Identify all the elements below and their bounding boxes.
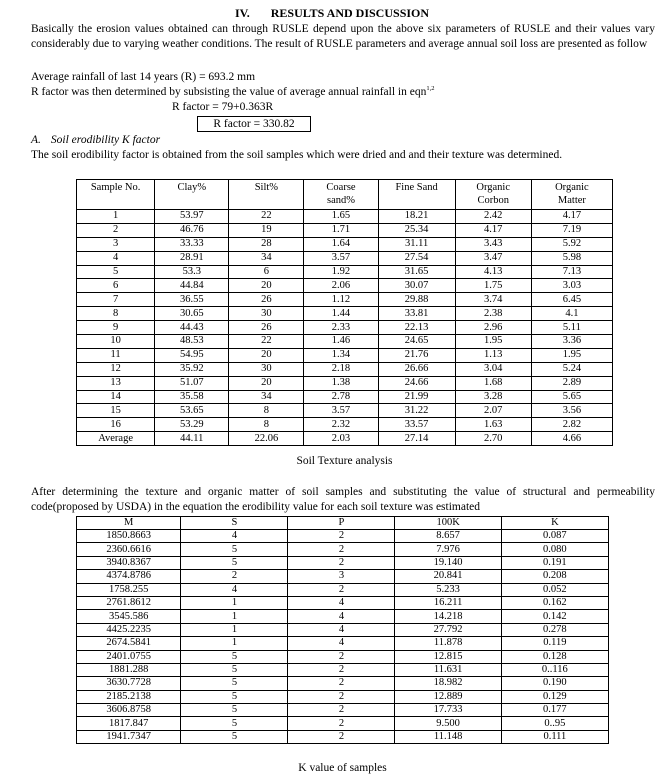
column-header: Silt% [229,180,304,210]
table-cell: 3940.8367 [77,556,181,569]
column-header: Organic Matter [531,180,612,210]
table-cell: 1.68 [455,376,531,390]
table-cell: 1.75 [455,279,531,293]
table-cell: 2 [288,530,395,543]
table-cell: 3 [77,237,155,251]
table-cell: 27.792 [395,623,501,636]
table-cell: 3.57 [304,251,378,265]
table-cell: 2.82 [531,418,612,432]
table-cell: 3.36 [531,335,612,349]
table-row [77,730,609,743]
table-cell: 3.43 [455,237,531,251]
table-cell: 12.889 [395,690,501,703]
table-cell: 2.89 [531,376,612,390]
table-cell: 1817.847 [77,717,181,730]
table-cell: 4.17 [531,210,612,224]
k-table-caption: K value of samples [298,762,387,774]
table-cell: 2674.5841 [77,637,181,650]
table-cell: 2 [288,717,395,730]
table-cell: 3545.586 [77,610,181,623]
table-cell: 2.18 [304,362,378,376]
table-cell: 10 [77,335,155,349]
table-cell: 0.190 [501,677,608,690]
table-row [77,717,609,730]
table-cell: 1850.8663 [77,530,181,543]
table-cell: 3.57 [304,404,378,418]
table-cell: 9 [77,321,155,335]
table-cell: 4 [288,623,395,636]
table-cell: 0.052 [501,583,608,596]
table-cell: 4 [77,251,155,265]
table-cell: 12.815 [395,650,501,663]
table-row [77,279,613,293]
table-cell: 11 [77,348,155,362]
section-heading [0,6,664,21]
table-cell: 7.13 [531,265,612,279]
subsection-text: The soil erodibility factor is obtained from the soil samples which were dried and and their texture was determined. [31,149,563,161]
table-cell: 4 [181,583,288,596]
table-cell: 2.78 [304,390,378,404]
table-cell: 20 [229,348,304,362]
table-cell: 1.95 [455,335,531,349]
table-cell: 24.66 [378,376,455,390]
table-row [77,293,613,307]
table-cell: 5.92 [531,237,612,251]
table-cell: 1881.288 [77,663,181,676]
table-cell: 28 [229,237,304,251]
table-cell: 20.841 [395,570,501,583]
table-cell: 3606.8758 [77,704,181,717]
table-cell: 0.278 [501,623,608,636]
table-cell: 1941.7347 [77,730,181,743]
table-cell: 9.500 [395,717,501,730]
table-cell: 20 [229,279,304,293]
table-cell: 22.06 [229,432,304,446]
table-cell: 53.65 [155,404,229,418]
table-cell: 30 [229,307,304,321]
table-cell: 1.71 [304,223,378,237]
table-row [77,432,613,446]
table-cell: 2 [288,556,395,569]
table-cell: 0.087 [501,530,608,543]
table-cell: 19 [229,223,304,237]
column-header: M [77,517,181,530]
table-cell: 0.119 [501,637,608,650]
table-cell: 8.657 [395,530,501,543]
table-row [77,390,613,404]
table-row [77,210,613,224]
table-cell: 36.55 [155,293,229,307]
table-cell: 18.982 [395,677,501,690]
table-row [77,404,613,418]
table-cell: 11.631 [395,663,501,676]
table-cell: 1758.255 [77,583,181,596]
table-cell: 26.66 [378,362,455,376]
table-cell: 31.11 [378,237,455,251]
table-cell: 53.3 [155,265,229,279]
table-cell: 2.96 [455,321,531,335]
table-cell: 15 [77,404,155,418]
table-cell: 2761.8612 [77,596,181,609]
table-cell: 2.33 [304,321,378,335]
table-row [77,418,613,432]
table-cell: 1 [181,637,288,650]
table-cell: 30.65 [155,307,229,321]
table-cell: 8 [229,418,304,432]
table-cell: 31.22 [378,404,455,418]
table-cell: 2 [288,663,395,676]
table-cell: 28.91 [155,251,229,265]
table-cell: 1 [77,210,155,224]
table-cell: 31.65 [378,265,455,279]
table-cell: 3.28 [455,390,531,404]
table-cell: 5 [181,704,288,717]
table-cell: 33.33 [155,237,229,251]
table-cell: 5 [77,265,155,279]
table-row [77,321,613,335]
column-header: Fine Sand [378,180,455,210]
table-cell: 4374.8786 [77,570,181,583]
table-cell: 14 [77,390,155,404]
column-header: Coarse sand% [304,180,378,210]
table-cell: 4 [181,530,288,543]
table-cell: 44.84 [155,279,229,293]
table-cell: 0.191 [501,556,608,569]
table-cell: 30.07 [378,279,455,293]
table-cell: 6 [229,265,304,279]
table-cell: 3 [288,570,395,583]
table-cell: 1.64 [304,237,378,251]
table-cell: 34 [229,251,304,265]
table-cell: 51.07 [155,376,229,390]
column-header: Organic Corbon [455,180,531,210]
table-cell: 2.07 [455,404,531,418]
table-cell: 1.12 [304,293,378,307]
table-cell: 22 [229,210,304,224]
table-cell: 22 [229,335,304,349]
table-cell: 2 [181,570,288,583]
table-cell: 2 [288,650,395,663]
table-cell: 7.976 [395,543,501,556]
table-row [77,596,609,609]
table-cell: 24.65 [378,335,455,349]
texture-table-caption: Soil Texture analysis [296,455,393,467]
table-cell: 53.29 [155,418,229,432]
table-cell: 2401.0755 [77,650,181,663]
table-cell: 25.34 [378,223,455,237]
table-cell: 13 [77,376,155,390]
table-cell: 4.13 [455,265,531,279]
table-row [77,570,609,583]
table-cell: 0.142 [501,610,608,623]
table-cell: 2.32 [304,418,378,432]
table-cell: 35.58 [155,390,229,404]
table-cell: 0..116 [501,663,608,676]
table-cell: 1.34 [304,348,378,362]
table-cell: 4 [288,610,395,623]
table-cell: 1 [181,623,288,636]
table-cell: 5.233 [395,583,501,596]
table-cell: 16.211 [395,596,501,609]
table-cell: 2.03 [304,432,378,446]
table-cell: 2360.6616 [77,543,181,556]
table-cell: 3.47 [455,251,531,265]
table-header-row [77,180,613,210]
k-value-table [76,516,609,744]
table-row [77,223,613,237]
table-cell: 5 [181,730,288,743]
rfactor-text: R factor was then determined by subsisting the value of average annual rainfall in eqn [31,86,427,98]
table-cell: 12 [77,362,155,376]
table-cell: 30 [229,362,304,376]
table-cell: 0.128 [501,650,608,663]
table-cell: 54.95 [155,348,229,362]
table-row [77,663,609,676]
table-header-row [77,517,609,530]
table-cell: 4 [288,637,395,650]
table-cell: 27.54 [378,251,455,265]
table-cell: 5 [181,717,288,730]
table-cell: 4.66 [531,432,612,446]
table-row [77,637,609,650]
subsection-title: Soil erodibility K factor [50,134,161,146]
table-cell: 3.04 [455,362,531,376]
table-row [77,265,613,279]
table-cell: 1.65 [304,210,378,224]
table-cell: 5 [181,650,288,663]
table-cell: 0.111 [501,730,608,743]
table-cell: 17.733 [395,704,501,717]
table-row [77,307,613,321]
table-cell: 33.57 [378,418,455,432]
table-cell: 2 [288,704,395,717]
section-number: IV. [234,6,250,20]
table-cell: 2 [288,690,395,703]
table-row [77,623,609,636]
table-cell: 4425.2235 [77,623,181,636]
table-cell: 3.74 [455,293,531,307]
table-cell: 16 [77,418,155,432]
table-row [77,556,609,569]
table-cell: 1.95 [531,348,612,362]
table-cell: 1.63 [455,418,531,432]
table-row [77,704,609,717]
table-cell: 19.140 [395,556,501,569]
table-cell: 4 [288,596,395,609]
column-header: S [181,517,288,530]
table-cell: 3.03 [531,279,612,293]
table-cell: 44.11 [155,432,229,446]
column-header: Sample No. [77,180,155,210]
intro-paragraph: Basically the erosion values obtained can through RUSLE depend upon the above six parameters of RUSLE and their values vary considerably due to varying weather conditions. The result of RUSLE parameters and average annual soil loss are presented as follow [31,23,655,51]
table-cell: 33.81 [378,307,455,321]
table-cell: 53.97 [155,210,229,224]
table-cell: 2.42 [455,210,531,224]
table-cell: 48.53 [155,335,229,349]
table-cell: 2 [288,543,395,556]
table-cell: 20 [229,376,304,390]
table-cell: 8 [77,307,155,321]
table-cell: 5.11 [531,321,612,335]
table-cell: 26 [229,293,304,307]
table-cell: 27.14 [378,432,455,446]
table-cell: 2.06 [304,279,378,293]
table-cell: 5 [181,663,288,676]
table-row [77,583,609,596]
table-cell: 1.92 [304,265,378,279]
table-cell: 7.19 [531,223,612,237]
table-row [77,690,609,703]
column-header: Clay% [155,180,229,210]
table-cell: 46.76 [155,223,229,237]
table-row [77,348,613,362]
table-row [77,376,613,390]
table-cell: 11.878 [395,637,501,650]
table-cell: 26 [229,321,304,335]
equation-result-box: R factor = 330.82 [197,116,311,132]
table-cell: 4.1 [531,307,612,321]
table-row [77,237,613,251]
table-cell: 35.92 [155,362,229,376]
rainfall-line: Average rainfall of last 14 years (R) = 693.2 mm [31,71,256,83]
table-cell: 0.177 [501,704,608,717]
table-cell: 21.99 [378,390,455,404]
table-row [77,362,613,376]
equation-line: R factor = 79+0.363R [172,101,274,113]
table-cell: 3630.7728 [77,677,181,690]
table-cell: 2.38 [455,307,531,321]
table-cell: 0.080 [501,543,608,556]
table-cell: 7 [77,293,155,307]
table-row [77,610,609,623]
column-header: K [501,517,608,530]
table-cell: 2 [288,677,395,690]
table-cell: 1 [181,596,288,609]
table-cell: 5 [181,677,288,690]
table-cell: 34 [229,390,304,404]
table-cell: 8 [229,404,304,418]
table-cell: 1.13 [455,348,531,362]
table-row [77,650,609,663]
table-cell: 5 [181,556,288,569]
table-cell: 5.98 [531,251,612,265]
table-cell: 0.208 [501,570,608,583]
table-cell: 6 [77,279,155,293]
table-cell: 2185.2138 [77,690,181,703]
table-cell: 5 [181,690,288,703]
table-cell: 1.38 [304,376,378,390]
subsection-heading [31,134,160,146]
table-cell: 2 [288,730,395,743]
k-paragraph: After determining the texture and organic matter of soil samples and substituting the value of structural and permeability code(proposed by USDA) in the equation the erodibility value for each soil texture was estimated [31,486,655,513]
table-row [77,335,613,349]
subsection-letter: A. [31,134,41,146]
table-cell: 0..95 [501,717,608,730]
table-cell: 29.88 [378,293,455,307]
table-cell: 1 [181,610,288,623]
table-cell: 5.65 [531,390,612,404]
table-row [77,677,609,690]
rfactor-line [31,85,434,99]
table-cell: 22.13 [378,321,455,335]
table-cell: 21.76 [378,348,455,362]
table-cell: 0.129 [501,690,608,703]
table-cell: 1.46 [304,335,378,349]
table-cell: 18.21 [378,210,455,224]
column-header: 100K [395,517,501,530]
table-cell: 4.17 [455,223,531,237]
table-cell: 3.56 [531,404,612,418]
table-row [77,543,609,556]
table-cell: Average [77,432,155,446]
reference-superscript: 1,2 [426,85,435,93]
table-cell: 6.45 [531,293,612,307]
table-cell: 2.70 [455,432,531,446]
table-cell: 1.44 [304,307,378,321]
table-cell: 0.162 [501,596,608,609]
table-row [77,530,609,543]
table-cell: 2 [288,583,395,596]
table-row [77,251,613,265]
table-cell: 5.24 [531,362,612,376]
table-cell: 44.43 [155,321,229,335]
table-cell: 11.148 [395,730,501,743]
section-title: RESULTS AND DISCUSSION [270,6,430,20]
table-cell: 2 [77,223,155,237]
table-cell: 5 [181,543,288,556]
table-cell: 14.218 [395,610,501,623]
column-header: P [288,517,395,530]
soil-texture-table [76,179,613,446]
